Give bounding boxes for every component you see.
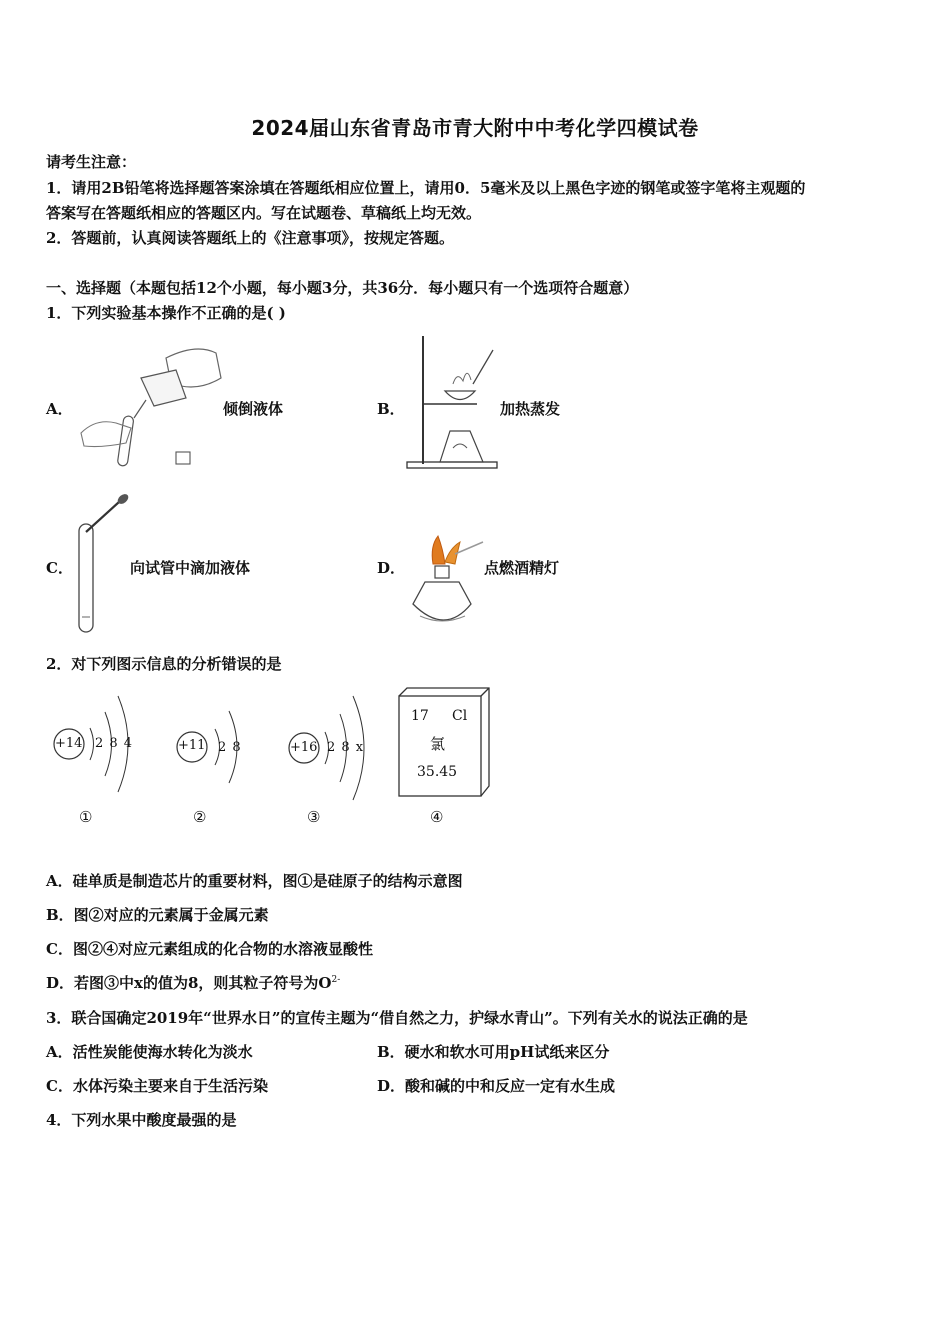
q1-option-b-caption: 加热蒸发 [500,400,561,418]
atom-1-shells: 2 8 4 [95,736,133,751]
evaporation-illustration [405,336,500,471]
element-mass: 35.45 [417,764,458,780]
notice-line-1b: 答案写在答题纸相应的答题区内。写在试题卷、草稿纸上均无效。 [46,204,482,222]
q3-stem: 3．联合国确定2019年“世界水日”的宣传主题为“借自然之力，护绿水青山”。下列有关水的说法正确的是 [46,1009,748,1027]
q2-option-a: A．硅单质是制造芯片的重要材料，图①是硅原子的结构示意图 [46,872,463,890]
element-name: 氯 [430,735,446,753]
element-number: 17 [411,708,429,724]
page-title: 2024届山东省青岛市青大附中中考化学四模试卷 [251,116,699,140]
dropper-illustration [74,492,134,637]
q2-option-d [46,972,340,993]
q3-option-b: B．硬水和软水可用pH试纸来区分 [377,1043,610,1061]
q2-stem: 2．对下列图示信息的分析错误的是 [46,655,282,673]
q2-option-b: B．图②对应的元素属于金属元素 [46,906,269,924]
q1-option-a-label: A． [46,400,73,418]
q1-option-c-caption: 向试管中滴加液体 [130,559,251,577]
q2-option-d-superscript: 2- [331,975,341,985]
section-heading: 一、选择题（本题包括12个小题，每小题3分，共36分．每小题只有一个选项符合题意） [46,279,639,297]
atom-3-shells: 2 8 x [327,740,364,755]
atom-3-nucleus: +16 [290,740,318,755]
q3-option-c: C．水体污染主要来自于生活污染 [46,1077,268,1095]
atom-3-index: ③ [307,808,321,826]
q1-option-d-caption: 点燃酒精灯 [484,559,560,577]
alcohol-lamp-illustration [405,534,490,636]
atom-2-shells: 2 8 [218,740,241,755]
notice-heading: 请考生注意： [46,153,137,171]
atom-1-nucleus: +14 [55,736,83,751]
atom-2-index: ② [193,808,207,826]
q1-option-b-label: B． [377,400,405,418]
element-symbol: Cl [452,708,468,724]
atom-1-index: ① [79,808,93,826]
pour-liquid-illustration [76,338,226,470]
q3-option-a: A．活性炭能使海水转化为淡水 [46,1043,253,1061]
q2-option-d-text: D．若图③中x的值为8，则其粒子符号为O [46,974,332,992]
atom-2-nucleus: +11 [178,738,206,753]
q1-option-a-caption: 倾倒液体 [223,400,284,418]
q2-option-c: C．图②④对应元素组成的化合物的水溶液显酸性 [46,940,373,958]
q3-option-d: D．酸和碱的中和反应一定有水生成 [377,1077,616,1095]
q1-stem: 1．下列实验基本操作不正确的是( ) [46,304,286,322]
q4-stem: 4．下列水果中酸度最强的是 [46,1111,237,1129]
notice-line-1: 1．请用2B铅笔将选择题答案涂填在答题纸相应位置上，请用0．5毫米及以上黑色字迹的钢笔或签字笔将主观题的 [46,179,806,197]
element-index: ④ [430,808,444,826]
q1-option-d-label: D． [377,559,406,577]
q1-option-c-label: C． [46,559,73,577]
notice-line-2: 2．答题前，认真阅读答题纸上的《注意事项》，按规定答题。 [46,229,454,247]
